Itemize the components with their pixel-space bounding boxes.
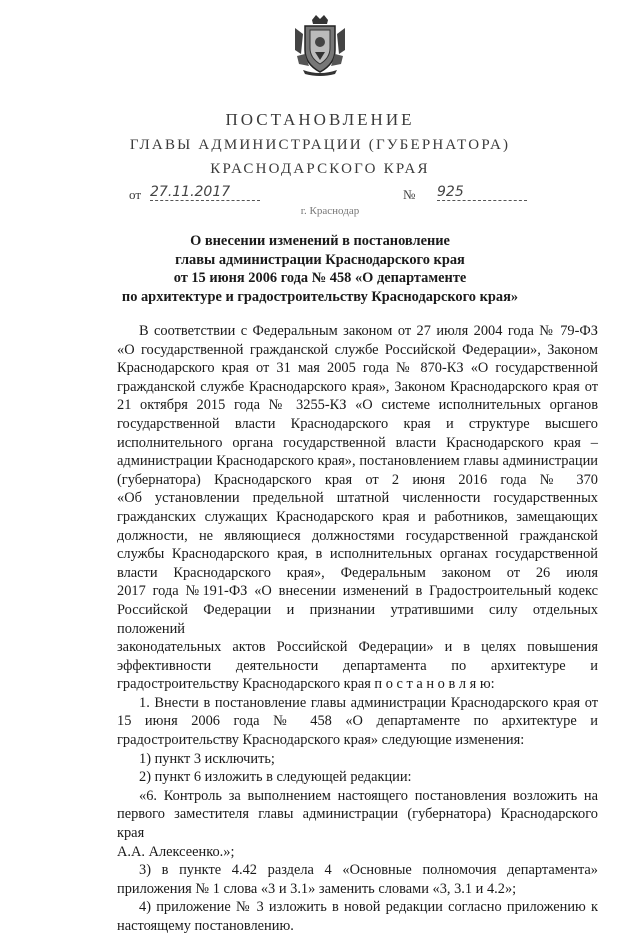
body-line: Краснодарского края от 31 мая 2005 года № 870-КЗ «О государственной	[117, 360, 598, 377]
coat-of-arms-icon	[293, 14, 347, 76]
body-line: власти Краснодарского края», Федеральным законом от 26 июля	[117, 564, 598, 581]
body-line: 2017 года №191-ФЗ «О внесении изменений в Градостроительный кодекс	[117, 583, 598, 600]
body-line: 1. Внести в постановление главы администрации Краснодарского края от	[139, 694, 598, 711]
body-line: государственной власти Краснодарского края и структуре высшего	[117, 415, 598, 432]
body-line: 15 июня 2006 года № 458 «О департаменте по архитектуре и	[117, 713, 598, 730]
body-line: 2) пункт 6 изложить в следующей редакции:	[139, 769, 412, 786]
handwritten-number: 925	[437, 184, 527, 201]
subject-line: от 15 июня 2006 года № 458 «О департаменте	[173, 270, 467, 286]
body-line: настоящему постановлению.	[117, 918, 294, 934]
subject-heading	[60, 232, 580, 306]
document-title: ПОСТАНОВЛЕНИЕ	[225, 110, 415, 129]
region-line: КРАСНОДАРСКОГО КРАЯ	[210, 161, 430, 177]
subject-line: О внесении изменений в постановление	[190, 233, 450, 249]
body-line: «Об установлении предельной штатной численности государственных	[117, 490, 598, 507]
body-line: эффективности деятельности департамента по архитектуре и	[117, 657, 598, 674]
body-line: «О государственной гражданской службе Российской Федерации», Законом	[117, 341, 598, 358]
handwritten-date: 27.11.2017	[150, 184, 260, 201]
body-line: «6. Контроль за выполнением настоящего постановления возложить на	[139, 787, 598, 804]
subject-line: главы администрации Краснодарского края	[175, 251, 465, 268]
body-line: 4) приложение № 3 изложить в новой редакции согласно приложению к	[139, 899, 598, 916]
number-sign: №	[403, 187, 416, 202]
body-line: А.А. Алексеенко.»;	[117, 843, 235, 860]
date-prefix: от	[129, 187, 142, 202]
body-line: законодательных актов Российской Федерации» и в целях повышения	[117, 639, 598, 656]
body-line: градостроительству Краснодарского края» следующие изменения:	[117, 732, 525, 749]
subject-line: по архитектуре и градостроительству Краснодарского края»	[121, 288, 519, 305]
date-number-row	[0, 184, 640, 206]
body-line: 3) в пункте 4.42 раздела 4 «Основные полномочия департамента»	[139, 862, 598, 879]
body-line: 21 октября 2015 года № 3255-КЗ «О системе исполнительных органов	[117, 397, 598, 414]
body-line: Российской Федерации и признании утратившими силу отдельных положений	[117, 601, 598, 637]
body-line: приложения № 1 слова «3 и 3.1» заменить словами «3, 3.1 и 4.2»;	[117, 880, 517, 897]
body-line: гражданских служащих Краснодарского края и работников, замещающих	[117, 508, 598, 525]
document-body	[117, 322, 598, 936]
body-line: исполнительного органа государственной власти Краснодарского края –	[117, 434, 598, 451]
body-line: градостроительству Краснодарского края п о с т а н о в л я ю:	[117, 676, 495, 693]
body-line: службы Краснодарского края, в исполнительных органах государственной	[117, 546, 598, 563]
body-line: (губернатора) Краснодарского края от 2 июня 2016 года № 370	[117, 471, 598, 488]
body-line: администрации Краснодарского края», постановлением главы администрации	[117, 453, 598, 470]
body-line: В соответствии с Федеральным законом от 27 июля 2004 года № 79-ФЗ	[139, 323, 598, 339]
body-line: гражданской службе Краснодарского края», Законом Краснодарского края от	[117, 378, 598, 395]
body-line: первого заместителя главы администрации (губернатора) Краснодарского края	[117, 806, 598, 842]
body-line: 1) пункт 3 исключить;	[139, 750, 275, 767]
city-label: г. Краснодар	[300, 205, 360, 217]
body-line: должности, не являющиеся должностями государственной гражданской	[117, 527, 598, 544]
issuer-line: ГЛАВЫ АДМИНИСТРАЦИИ (ГУБЕРНАТОРА)	[129, 137, 511, 153]
